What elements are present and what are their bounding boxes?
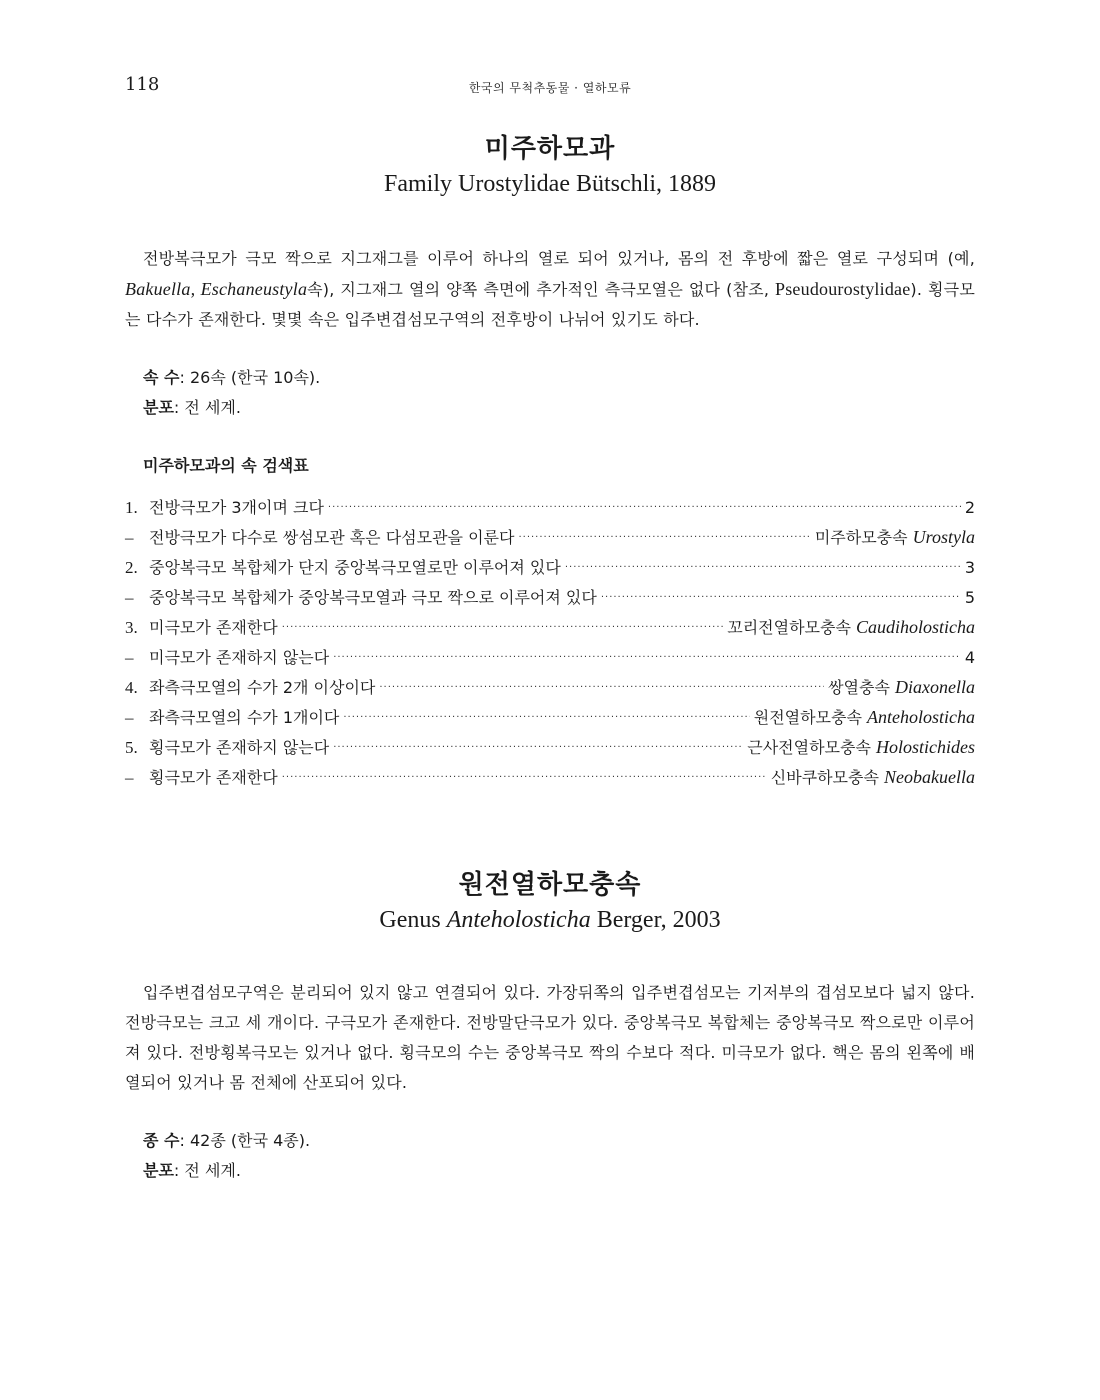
key-row-text: 미극모가 존재하지 않는다 [149, 648, 330, 667]
running-header [125, 70, 975, 100]
family-desc-part-1: 전방복극모가 극모 짝으로 지그재그를 이루어 하나의 열로 되어 있거나, 몸의 전 후방에 짧은 열로 구성되며 (예, [143, 249, 975, 268]
key-row-number: – [125, 768, 134, 787]
key-row-target-korean: 근사전열하모충속 [747, 738, 876, 757]
family-desc-latin: Pseudourostylidae [775, 279, 911, 299]
page [125, 70, 975, 1186]
family-distribution-label: 분포 [143, 398, 174, 417]
key-row-text: 전방극모가 다수로 쌍섬모관 혹은 다섬모관을 이룬다 [149, 528, 515, 547]
genus-title-prefix: Genus [379, 907, 447, 933]
key-row [125, 522, 975, 552]
genus-title-italic: Anteholosticha [446, 907, 591, 933]
genus-title-suffix: Berger, 2003 [590, 907, 721, 933]
key-row-leader [328, 493, 961, 523]
key-row [125, 582, 975, 612]
key-row-target-korean: 꼬리전열하모충속 [727, 618, 856, 637]
key-row-number: 3. [125, 618, 138, 637]
key-row-number: – [125, 648, 134, 667]
key-row-target-korean: 미주하모충속 [814, 528, 913, 547]
key-row-text: 전방극모가 3개이며 크다 [149, 498, 324, 517]
genus-title-block [125, 864, 975, 934]
family-title-block [125, 128, 975, 198]
key-row [125, 492, 975, 522]
key-row [125, 642, 975, 672]
family-description [125, 244, 975, 335]
family-meta [125, 363, 975, 423]
page-number: 118 [125, 74, 160, 95]
key-row-number: 4. [125, 678, 138, 697]
species-count-label: 종 수 [143, 1131, 180, 1150]
key-row-target-korean: 원전열하모충속 [753, 708, 868, 727]
key-row [125, 672, 975, 702]
key-row-leader [601, 583, 961, 613]
key-heading: 미주하모과의 속 검색표 [143, 456, 309, 475]
key-row-target-korean: 3 [964, 558, 975, 577]
genus-description: 입주변겹섬모구역은 분리되어 있지 않고 연결되어 있다. 가장뒤쪽의 입주변겹섬모는 기저부의 겹섬모보다 넓지 않다. 전방극모는 크고 세 개이다. 구극모가 존재한다. 전방말단극모가 있다. 중앙복극모 복합체는 중앙복극모 짝으로만 이루어져 있다. 전방횡복극모는 있거나 없다. 횡극모의 수는 중앙복극모 짝의 수보다 적다. 미극모가 없다. 핵은 몸의 왼쪽에 배열되어 있거나 몸 전체에 산포되어 있다. [125, 983, 975, 1092]
key-row-leader [518, 523, 810, 553]
key-row [125, 612, 975, 642]
genus-count-line: 속 수: 26속 (한국 10속). [143, 368, 321, 387]
key-row-leader [343, 703, 749, 733]
key-row-text: 미극모가 존재한다 [149, 618, 278, 637]
genus-meta [125, 1126, 975, 1186]
family-title-korean: 미주하모과 [484, 134, 616, 164]
key-row-target [828, 672, 975, 703]
key-row-leader [282, 613, 724, 643]
key-row-text: 중앙복극모 복합체가 단지 중앙복극모열로만 이루어져 있다 [149, 558, 561, 577]
key-row-leader [333, 733, 743, 763]
genus-count-label: 속 수 [143, 368, 180, 387]
key-row-target [754, 702, 975, 733]
species-count-line: 종 수: 42종 (한국 4종). [143, 1131, 311, 1150]
key-row-target-latin: Urostyla [912, 527, 975, 547]
family-desc-part-5: ). 횡극모는 다수가 존재한다. 몇몇 속은 입주변겹섬모구역의 전후방이 나뉘어 있기도 하다. [125, 280, 975, 329]
key-row-target-korean: 5 [964, 588, 975, 607]
key-row-target-latin: Diaxonella [895, 677, 975, 697]
key-row [125, 762, 975, 792]
key-row-leader [379, 673, 824, 703]
key-row-number: – [125, 528, 134, 547]
family-title-english: Family Urostylidae Bütschli, 1889 [384, 171, 716, 197]
key-row-number: 2. [125, 558, 138, 577]
genus-title-korean: 원전열하모충속 [458, 870, 642, 900]
key-row-leader [333, 643, 961, 673]
genus-title-english [125, 907, 975, 934]
family-distribution-line: 분포: 전 세계. [143, 398, 241, 417]
key-row-text: 횡극모가 존재하지 않는다 [149, 738, 330, 757]
key-row-number: 5. [125, 738, 138, 757]
key-row [125, 702, 975, 732]
key-row-target [771, 762, 975, 793]
genus-distribution-line: 분포: 전 세계. [143, 1161, 241, 1180]
key-row-target-korean: 2 [964, 498, 975, 517]
key-row-target [815, 522, 975, 553]
key-list [125, 492, 975, 792]
key-row-text: 횡극모가 존재한다 [149, 768, 278, 787]
genus-distribution-label: 분포 [143, 1161, 174, 1180]
key-row-target [747, 732, 975, 763]
key-row-text: 중앙복극모 복합체가 중앙복극모열과 극모 짝으로 이루어져 있다 [149, 588, 597, 607]
key-row-target-latin: Caudiholosticha [855, 617, 975, 637]
key-row [125, 732, 975, 762]
key-row-leader [565, 553, 961, 583]
key-row-target-latin: Neobakuella [884, 767, 975, 787]
genus-count-value: 26속 (한국 10속). [189, 368, 321, 387]
family-desc-genera-italic: Bakuella, Eschaneustyla [125, 279, 308, 299]
key-row-text: 좌측극모열의 수가 1개이다 [149, 708, 340, 727]
key-row-target [965, 642, 975, 673]
key-row-target-korean: 4 [964, 648, 975, 667]
key-row-target [965, 492, 975, 523]
key-row-number: – [125, 588, 134, 607]
genus-distribution-value: 전 세계. [184, 1161, 241, 1180]
running-title: 한국의 무척추동물 · 열하모류 [468, 81, 632, 95]
key-row-target [727, 612, 975, 643]
key-row-target [965, 582, 975, 613]
key-row-target-latin: Holostichides [876, 737, 975, 757]
family-desc-part-3: 속), 지그재그 열의 양쪽 측면에 추가적인 측극모열은 없다 (참조, [307, 280, 776, 299]
key-row [125, 552, 975, 582]
key-row-target-korean: 쌍열충속 [828, 678, 896, 697]
key-row-number: – [125, 708, 134, 727]
key-row-text: 좌측극모열의 수가 2개 이상이다 [149, 678, 376, 697]
species-count-value: 42종 (한국 4종). [189, 1131, 311, 1150]
key-row-target [965, 552, 975, 583]
key-row-leader [282, 763, 767, 793]
key-row-target-korean: 신바쿠하모충속 [770, 768, 885, 787]
key-row-target-latin: Anteholosticha [867, 707, 975, 727]
key-row-number: 1. [125, 498, 138, 517]
family-distribution-value: 전 세계. [184, 398, 241, 417]
